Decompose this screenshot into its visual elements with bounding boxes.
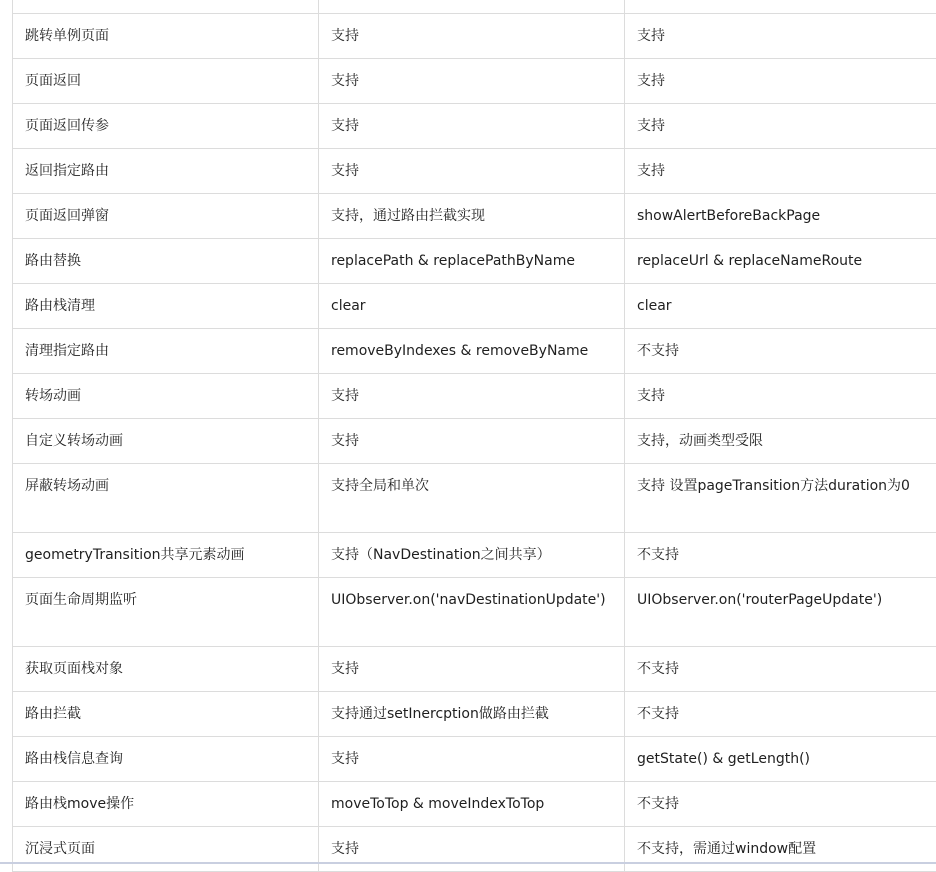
router-cell: 支持 设置pageTransition方法duration为0: [625, 464, 936, 533]
table-cell: [625, 0, 936, 14]
router-cell: replaceUrl & replaceNameRoute: [625, 239, 936, 284]
table-row: [13, 239, 936, 284]
table-row: [13, 578, 936, 647]
table-row: [13, 692, 936, 737]
navigation-cell: 支持: [319, 419, 625, 464]
router-cell: 不支持，需通过window配置: [625, 827, 936, 872]
router-cell: 不支持: [625, 782, 936, 827]
navigation-cell: 支持通过setInercption做路由拦截: [319, 692, 625, 737]
router-cell: 支持，动画类型受限: [625, 419, 936, 464]
feature-cell: 页面生命周期监听: [13, 578, 319, 647]
navigation-cell: 支持: [319, 374, 625, 419]
navigation-cell: 支持: [319, 14, 625, 59]
navigation-cell: 支持: [319, 149, 625, 194]
feature-cell: 路由拦截: [13, 692, 319, 737]
navigation-cell: 支持: [319, 104, 625, 149]
table-row: [13, 737, 936, 782]
table-row-partial: [13, 0, 936, 14]
feature-cell: 清理指定路由: [13, 329, 319, 374]
feature-cell: 获取页面栈对象: [13, 647, 319, 692]
feature-cell: 路由替换: [13, 239, 319, 284]
feature-cell: 路由栈move操作: [13, 782, 319, 827]
router-cell: 不支持: [625, 533, 936, 578]
feature-cell: geometryTransition共享元素动画: [13, 533, 319, 578]
table-row: [13, 533, 936, 578]
table-row: [13, 827, 936, 872]
table-row: [13, 647, 936, 692]
feature-cell: 路由栈信息查询: [13, 737, 319, 782]
comparison-table: [12, 0, 936, 872]
router-cell: 不支持: [625, 647, 936, 692]
table-row: [13, 104, 936, 149]
feature-cell: 自定义转场动画: [13, 419, 319, 464]
navigation-cell: 支持: [319, 59, 625, 104]
feature-cell: 跳转单例页面: [13, 14, 319, 59]
table-cell: [13, 0, 319, 14]
router-cell: 不支持: [625, 692, 936, 737]
table-row: [13, 329, 936, 374]
router-cell: clear: [625, 284, 936, 329]
table-row: [13, 59, 936, 104]
table-row: [13, 782, 936, 827]
navigation-cell: clear: [319, 284, 625, 329]
router-cell: getState() & getLength(): [625, 737, 936, 782]
table-row: [13, 14, 936, 59]
navigation-cell: removeByIndexes & removeByName: [319, 329, 625, 374]
feature-cell: 路由栈清理: [13, 284, 319, 329]
table-cell: [319, 0, 625, 14]
router-cell: 不支持: [625, 329, 936, 374]
table-row: [13, 464, 936, 533]
router-cell: 支持: [625, 59, 936, 104]
comparison-table-container: [12, 0, 936, 872]
router-cell: 支持: [625, 374, 936, 419]
feature-cell: 页面返回弹窗: [13, 194, 319, 239]
router-cell: UIObserver.on('routerPageUpdate'): [625, 578, 936, 647]
feature-cell: 转场动画: [13, 374, 319, 419]
navigation-cell: 支持: [319, 827, 625, 872]
navigation-cell: 支持: [319, 737, 625, 782]
feature-cell: 返回指定路由: [13, 149, 319, 194]
navigation-cell: UIObserver.on('navDestinationUpdate'): [319, 578, 625, 647]
feature-cell: 页面返回: [13, 59, 319, 104]
navigation-cell: 支持，通过路由拦截实现: [319, 194, 625, 239]
table-row: [13, 194, 936, 239]
navigation-cell: replacePath & replacePathByName: [319, 239, 625, 284]
feature-cell: 屏蔽转场动画: [13, 464, 319, 533]
table-row: [13, 374, 936, 419]
router-cell: 支持: [625, 149, 936, 194]
feature-cell: 沉浸式页面: [13, 827, 319, 872]
navigation-cell: moveToTop & moveIndexToTop: [319, 782, 625, 827]
table-row: [13, 284, 936, 329]
table-row: [13, 149, 936, 194]
router-cell: 支持: [625, 14, 936, 59]
feature-cell: 页面返回传参: [13, 104, 319, 149]
navigation-cell: 支持全局和单次: [319, 464, 625, 533]
navigation-cell: 支持: [319, 647, 625, 692]
navigation-cell: 支持（NavDestination之间共享）: [319, 533, 625, 578]
table-row: [13, 419, 936, 464]
router-cell: 支持: [625, 104, 936, 149]
router-cell: showAlertBeforeBackPage: [625, 194, 936, 239]
